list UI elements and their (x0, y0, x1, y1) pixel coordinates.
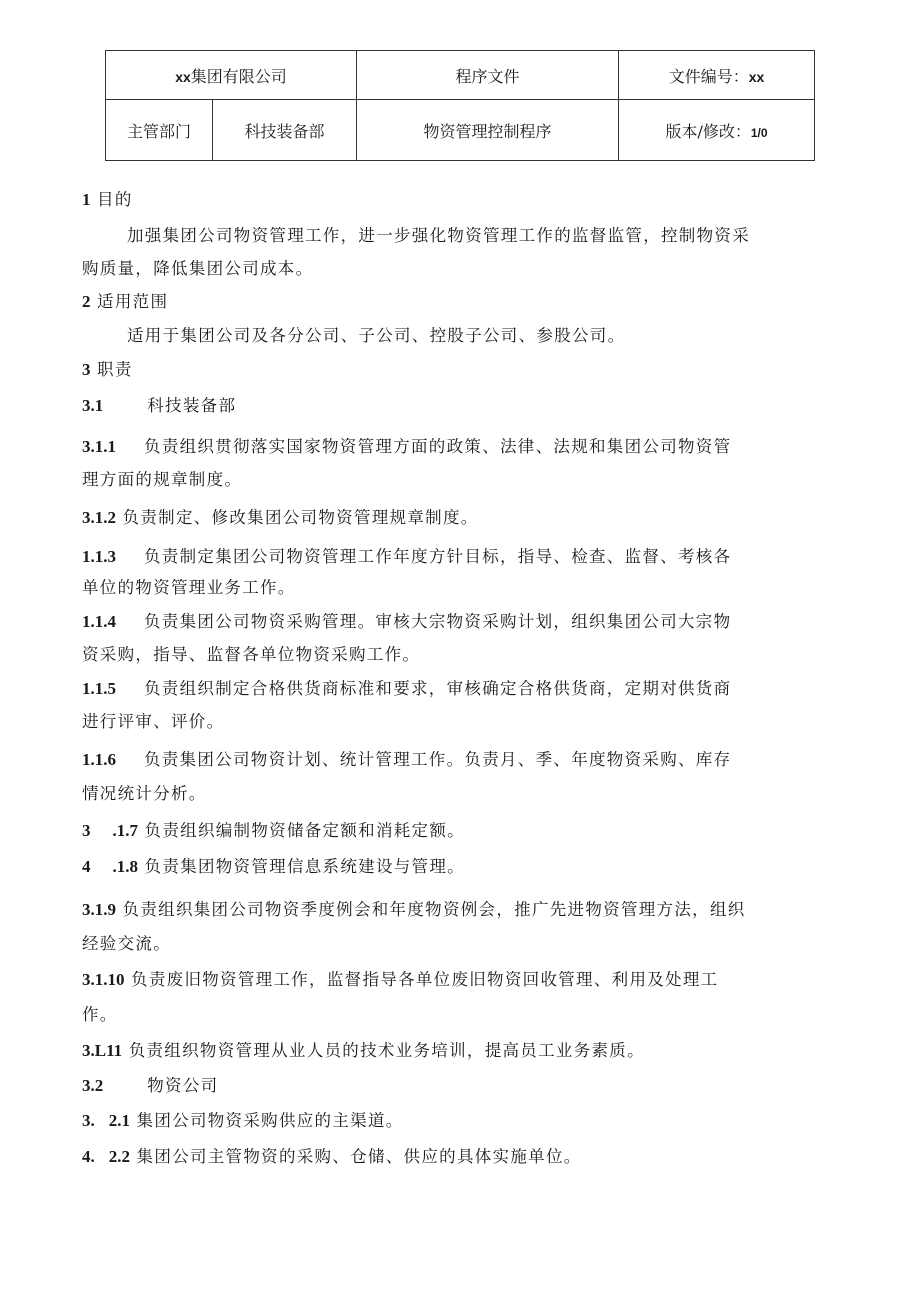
paragraph-line: 单位的物资管理业务工作。 (82, 578, 296, 597)
paragraph-line: 作。 (82, 1005, 118, 1024)
clause-line: 3 .1.7 负责组织编制物资储备定额和消耗定额。 (82, 821, 465, 840)
doc-number-value: xx (748, 68, 765, 85)
paragraph-line: 加强集团公司物资管理工作，进一步强化物资管理工作的监督监管，控制物资采 (127, 226, 750, 245)
paragraph-line: 理方面的规章制度。 (82, 470, 243, 489)
company-cell (106, 51, 357, 100)
clause-line: 1.1.4 负责集团公司物资采购管理。审核大宗物资采购计划，组织集团公司大宗物 (82, 612, 732, 631)
paragraph-line: 经验交流。 (82, 934, 171, 953)
doc-number-label: 文件编号： (668, 66, 749, 86)
clause-line: 3.1.2 负责制定、修改集团公司物资管理规章制度。 (82, 508, 479, 527)
paragraph-line: 资采购，指导、监督各单位物资采购工作。 (82, 645, 421, 664)
clause-line: 4 .1.8 负责集团物资管理信息系统建设与管理。 (82, 857, 465, 876)
paragraph-line: 购质量，降低集团公司成本。 (82, 259, 314, 278)
section-heading: 3 职责 (82, 360, 133, 379)
section-heading: 2 适用范围 (82, 292, 169, 311)
section-heading: 1 目的 (82, 190, 133, 209)
paragraph-line: 情况统计分析。 (82, 784, 207, 803)
clause-line: 1.1.5 负责组织制定合格供货商标准和要求，审核确定合格供货商，定期对供货商 (82, 679, 732, 698)
dept-label-cell: 主管部门 (106, 100, 213, 161)
company-prefix: xx (175, 68, 191, 85)
clause-line: 3.1.1 负责组织贯彻落实国家物资管理方面的政策、法律、法规和集团公司物资管 (82, 437, 732, 456)
paragraph-line: 适用于集团公司及各分公司、子公司、控股子公司、参股公司。 (127, 326, 626, 345)
dept-value-cell: 科技装备部 (213, 100, 357, 161)
doc-type-cell: 程序文件 (357, 51, 619, 100)
doc-title-cell: 物资管理控制程序 (357, 100, 619, 161)
version-value: 1/0 (750, 125, 768, 140)
subsection-heading: 3.2 物资公司 (82, 1076, 219, 1095)
doc-number-cell (619, 51, 815, 100)
clause-line: 3.1.10 负责废旧物资管理工作，监督指导各单位废旧物资回收管理、利用及处理工 (82, 970, 719, 989)
version-cell (619, 100, 815, 161)
clause-line: 3.1.9 负责组织集团公司物资季度例会和年度物资例会，推广先进物资管理方法，组织 (82, 900, 746, 919)
clause-line: 1.1.3 负责制定集团公司物资管理工作年度方针目标，指导、检查、监督、考核各 (82, 547, 732, 566)
company-name: 集团有限公司 (190, 66, 287, 86)
paragraph-line: 进行评审、评价。 (82, 712, 225, 731)
subsection-heading: 3.1 科技装备部 (82, 396, 237, 415)
header-table (105, 50, 815, 161)
clause-line: 1.1.6 负责集团公司物资计划、统计管理工作。负责月、季、年度物资采购、库存 (82, 750, 732, 769)
clause-line: 3.L11 负责组织物资管理从业人员的技术业务培训，提高员工业务素质。 (82, 1041, 645, 1060)
version-label: 版本/修改： (665, 121, 751, 141)
clause-line: 3. 2.1 集团公司物资采购供应的主渠道。 (82, 1111, 404, 1130)
clause-line: 4. 2.2 集团公司主管物资的采购、仓储、供应的具体实施单位。 (82, 1147, 582, 1166)
